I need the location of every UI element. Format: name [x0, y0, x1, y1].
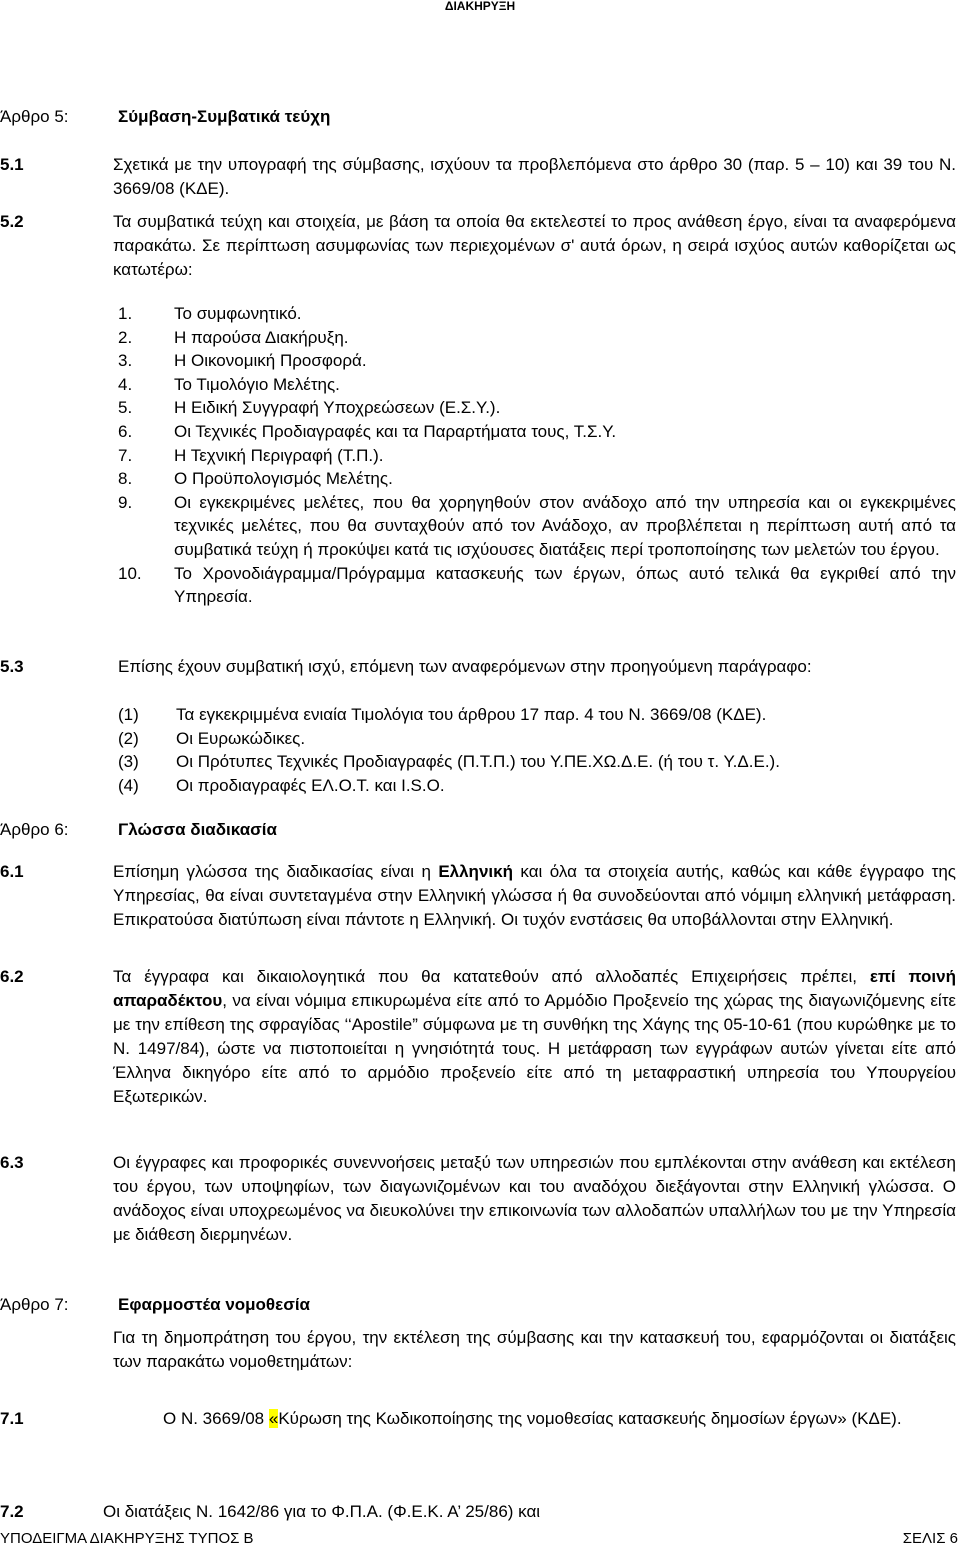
additional-documents-list [118, 703, 956, 797]
section-7-2-number: 7.2 [0, 1502, 24, 1521]
section-6-3-text: Οι έγγραφες και προφορικές συνεννοήσεις μεταξύ των υπηρεσιών που εμπλέκονται στην ανάθεση και εκτέλεση του έργου, των υποψηφίων, των διαγωνιζομένων και του αναδόχου διεξάγονται στην Ελληνική γλώσσα. Ο ανάδοχος είναι υποχρεωμένος να διευκολύνει την επικοινωνία των αλλοδαπών υπαλλήλων του με την Υπηρεσία με διάθεση διερμηνέων. [113, 1153, 956, 1244]
list-item: 2. Η παρούσα Διακήρυξη. [118, 327, 349, 347]
article-7-title: Εφαρμοστέα νομοθεσία [118, 1295, 310, 1314]
section-6-3-number: 6.3 [0, 1153, 24, 1172]
article-5-title: Σύμβαση-Συμβατικά τεύχη [118, 107, 331, 126]
list-item: 7. Η Τεχνική Περιγραφή (Τ.Π.). [118, 445, 384, 465]
section-6-2-text: Τα έγγραφα και δικαιολογητικά που θα κατατεθούν από αλλοδαπές Επιχειρήσεις πρέπει, επί ποινή απαραδέκτου, να είναι νόμιμα επικυρωμένα είτε από το Αρμόδιο Προξενείο της χώρας της διαγωνιζόμενης είτε με την επίθεση της σφραγίδας ‘‘Apostile” σύμφωνα με τη συνθήκη της Χάγης της 05-10-61 (που κυρώθηκε με το Ν. 1497/84), ώστε να πιστοποιείται η γνησιότητά τους. Η μετάφραση των εγγράφων αυτών γίνεται είτε από Έλληνα δικηγόρο είτε από το αρμόδιο προξενείο είτε από τη μεταφραστική υπηρεσία του Υπουργείου Εξωτερικών. [113, 967, 956, 1106]
list-item: (3) Οι Πρότυπες Τεχνικές Προδιαγραφές (Π.Τ.Π.) του Υ.ΠΕ.ΧΩ.Δ.Ε. (ή του τ. Υ.Δ.Ε.). [118, 752, 780, 772]
article-6-title: Γλώσσα διαδικασία [118, 820, 277, 839]
section-5-1-text: Σχετικά με την υπογραφή της σύμβασης, ισχύουν τα προβλεπόμενα στο άρθρο 30 (παρ. 5 – 10) και 39 του Ν. 3669/08 (ΚΔΕ). [113, 155, 956, 198]
footer-page-number: ΣΕΛΙΣ 6 [902, 1530, 958, 1547]
list-item: (2) Οι Ευρωκώδικες. [118, 728, 306, 748]
article-5-number: Άρθρο 5: [0, 107, 69, 126]
article-7-intro: Για τη δημοπράτηση του έργου, την εκτέλεση της σύμβασης και την κατασκευή του, εφαρμόζονται οι διατάξεις των παρακάτω νομοθετημάτων: [113, 1328, 956, 1371]
article-7-number: Άρθρο 7: [0, 1295, 69, 1314]
section-7-2-text: Οι διατάξεις Ν. 1642/86 για το Φ.Π.Α. (Φ.Ε.Κ. Α’ 25/86) και [103, 1502, 541, 1521]
section-5-1-number: 5.1 [0, 155, 24, 174]
section-5-3-text: Επίσης έχουν συμβατική ισχύ, επόμενη των αναφερόμενων στην προηγούμενη παράγραφο: [118, 657, 812, 676]
section-6-1-text: Επίσημη γλώσσα της διαδικασίας είναι η Ελληνική και όλα τα στοιχεία αυτής, καθώς και κάθε έγγραφο της Υπηρεσίας, θα είναι συντεταγμένα στην Ελληνική γλώσσα ή θα συνοδεύονται από νόμιμη ελληνική μετάφραση. Επικρατούσα διατύπωση είναι πάντοτε η Ελληνική. Οι τυχόν ενστάσεις θα υποβάλλονται στην Ελληνική. [113, 862, 956, 929]
section-5-2-text: Τα συμβατικά τεύχη και στοιχεία, με βάση τα οποία θα εκτελεστεί το προς ανάθεση έργο, είναι τα αναφερόμενα παρακάτω. Σε περίπτωση ασυμφωνίας των περιεχομένων σ' αυτά όρων, η σειρά ισχύος αυτών καθορίζεται ως κατωτέρω: [113, 212, 956, 279]
section-7-1-text: Ο Ν. 3669/08 «Κύρωση της Κωδικοποίησης της νομοθεσίας κατασκευής δημοσίων έργων» (ΚΔΕ). [163, 1409, 902, 1428]
article-6-number: Άρθρο 6: [0, 820, 69, 839]
section-5-2-number: 5.2 [0, 212, 24, 231]
page-header: ΔΙΑΚΗΡΥΞΗ [444, 0, 516, 13]
footer-document-title: ΥΠΟΔΕΙΓΜΑ ΔΙΑΚΗΡΥΞΗΣ ΤΥΠΟΣ Β [0, 1530, 254, 1547]
list-item: 3. Η Οικονομική Προσφορά. [118, 351, 367, 371]
list-item: 9. Οι εγκεκριμένες μελέτες, που θα χορηγηθούν στον ανάδοχο από την υπηρεσία και οι εγκεκριμένες τεχνικές μελέτες, που θα συνταχθούν από τον Ανάδοχο, αν προβλέπεται η περίπτωση αυτή από τα συμβατικά τεύχη ή προκύψει κατά τις ισχύουσες διατάξεις περί τροποποίησης των μελετών του έργου. [118, 492, 956, 559]
list-item: 1. Το συμφωνητικό. [118, 304, 302, 323]
list-item: (1) Τα εγκεκριμμένα ενιαία Τιμολόγια του άρθρου 17 παρ. 4 του Ν. 3669/08 (ΚΔΕ). [118, 705, 767, 724]
highlighted-quote-mark: « [268, 1409, 279, 1428]
list-item: 10. Το Χρονοδιάγραμμα/Πρόγραμμα κατασκευής των έργων, όπως αυτό τελικά θα εγκριθεί από την Υπηρεσία. [118, 563, 956, 607]
section-5-3-number: 5.3 [0, 657, 24, 676]
contract-documents-list [118, 302, 956, 609]
list-item: 6. Οι Τεχνικές Προδιαγραφές και τα Παραρτήματα τους, Τ.Σ.Υ. [118, 421, 617, 441]
section-6-2-number: 6.2 [0, 967, 24, 986]
list-item: 4. Το Τιμολόγιο Μελέτης. [118, 374, 340, 394]
list-item: 5. Η Ειδική Συγγραφή Υποχρεώσεων (Ε.Σ.Υ.). [118, 398, 501, 418]
section-6-1-number: 6.1 [0, 862, 24, 881]
section-7-1-number: 7.1 [0, 1409, 24, 1428]
list-item: 8. Ο Προϋπολογισμός Μελέτης. [118, 469, 393, 489]
list-item: (4) Οι προδιαγραφές ΕΛ.Ο.Τ. και I.S.O. [118, 775, 445, 795]
